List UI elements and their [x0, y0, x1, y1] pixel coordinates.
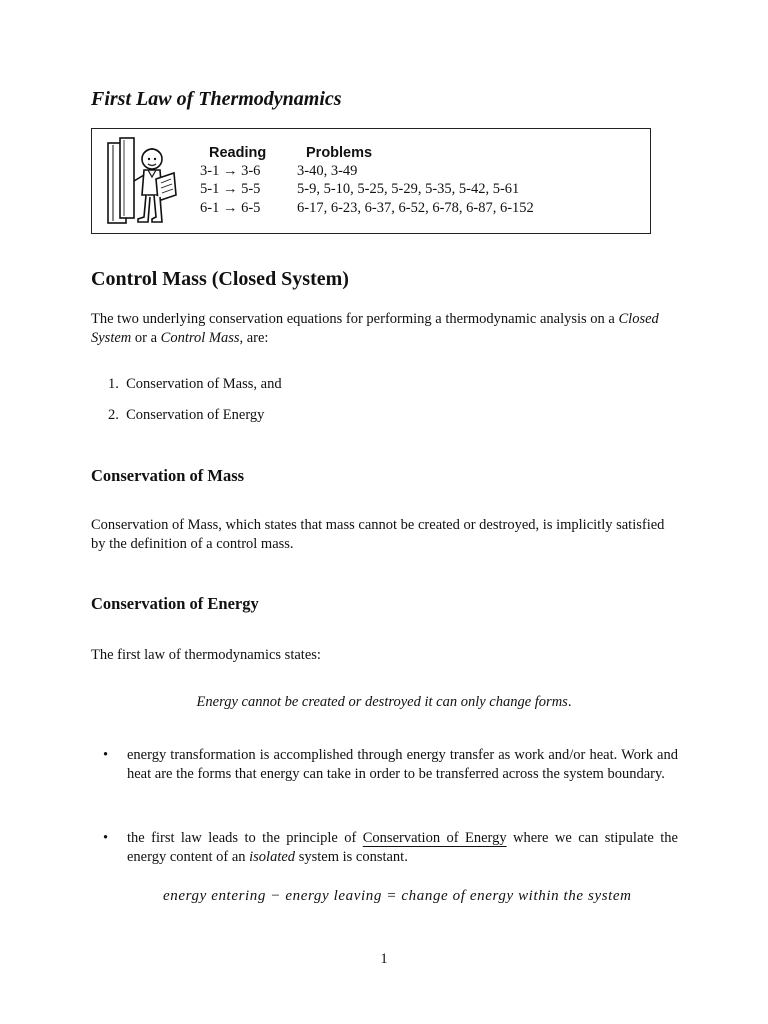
list-number: 1. — [108, 376, 119, 392]
problems-column-header: Problems — [306, 144, 373, 161]
list-item — [108, 406, 264, 425]
section-heading-conservation-of-mass: Conservation of Mass — [91, 466, 245, 485]
table-row — [200, 199, 534, 218]
section-heading-control-mass: Control Mass (Closed System) — [91, 268, 349, 290]
intro-text: The two underlying conservation equations for performing a thermodynamic analysis on a — [91, 311, 619, 327]
section-heading-conservation-of-energy: Conservation of Energy — [91, 594, 259, 613]
quote-period: . — [567, 694, 572, 710]
table-row — [200, 162, 534, 181]
reading-cell: 5-1 → 5-5 — [200, 181, 261, 198]
reading-column-header: Reading — [209, 144, 267, 161]
reading-student-icon — [104, 135, 180, 227]
reading-problems-table — [200, 143, 534, 218]
conservation-of-energy-term: Conservation of Energy — [362, 830, 507, 846]
control-mass-term: Control Mass — [160, 330, 240, 346]
table-row — [200, 181, 534, 200]
first-law-intro: The first law of thermodynamics states: — [91, 647, 321, 663]
bullet-icon: • — [103, 747, 109, 763]
bullet-text: energy transformation is accomplished through energy transfer as work and/or heat. Work and heat are the forms that energy can take in order to be transferred across the system boundary. — [127, 747, 678, 782]
intro-text: , are: — [239, 330, 269, 346]
list-item — [108, 375, 282, 394]
list-number: 2. — [108, 407, 119, 423]
control-mass-intro — [91, 310, 679, 348]
bullet-item-energy-transformation — [103, 746, 678, 806]
list-item-text: Conservation of Energy — [126, 407, 265, 423]
list-item-text: Conservation of Mass, and — [126, 376, 282, 392]
intro-text: or a — [131, 330, 161, 346]
problems-cell: 5-9, 5-10, 5-25, 5-29, 5-35, 5-42, 5-61 — [297, 181, 520, 198]
bullet-text — [127, 829, 678, 866]
first-law-quote: Energy cannot be created or destroyed it can only change forms — [196, 694, 568, 710]
bullet-text-part: the first law leads to the principle of — [127, 830, 363, 846]
bullet-icon: • — [103, 830, 109, 846]
bullet-item-first-law-principle — [103, 829, 678, 869]
reading-cell: 6-1 → 6-5 — [200, 199, 261, 216]
energy-balance-equation: energy entering − energy leaving = change of energy within the system — [163, 888, 632, 904]
problems-cell: 3-40, 3-49 — [297, 162, 358, 179]
conservation-of-mass-text: Conservation of Mass, which states that mass cannot be created or destroyed, is implicitly satisfied by the definition of a control mass. — [91, 517, 665, 552]
document-title: First Law of Thermodynamics — [91, 88, 342, 110]
problems-cell: 6-17, 6-23, 6-37, 6-52, 6-78, 6-87, 6-152 — [297, 199, 534, 216]
reading-cell: 3-1 → 3-6 — [200, 162, 261, 179]
first-law-statement — [0, 694, 768, 711]
bullet-text-part: system is constant. — [295, 848, 408, 865]
isolated-term: isolated — [249, 848, 296, 865]
bullet-text-part: where we can stipulate the energy content of an — [127, 830, 678, 865]
reading-assignment-box — [91, 128, 651, 234]
page-number: 1 — [380, 951, 388, 967]
closed-system-term: Closed System — [91, 311, 659, 346]
